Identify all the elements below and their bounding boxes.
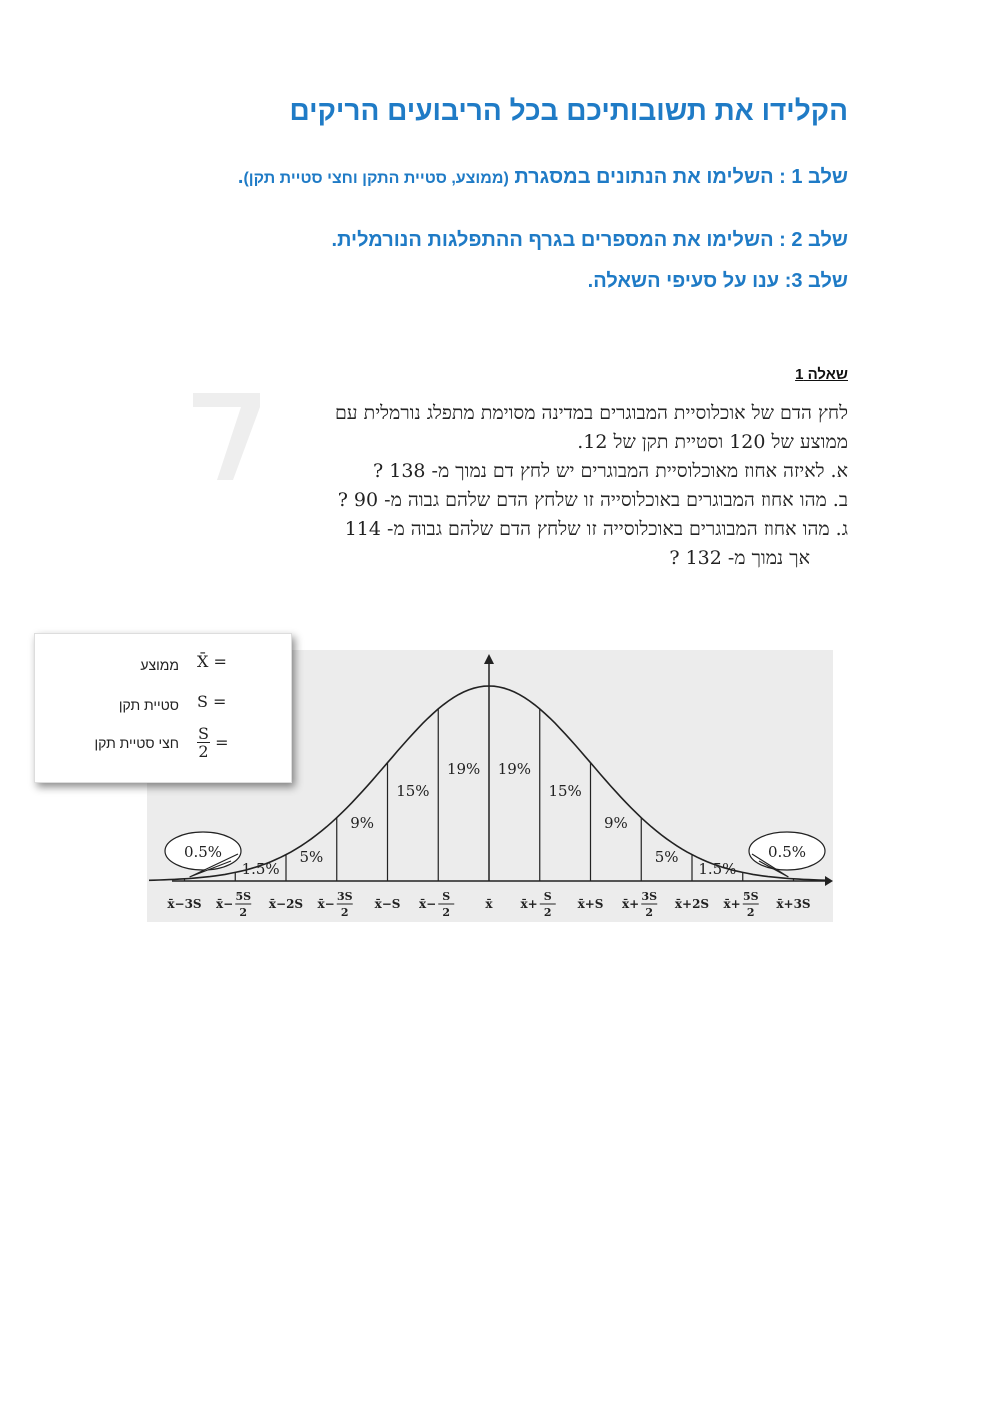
data-entry-box	[34, 633, 292, 783]
mean-row	[35, 652, 291, 682]
tick-label	[485, 897, 493, 911]
step-2-instruction: שלב 2 : השלימו את המספרים בגרף ההתפלגות הנורמלית.	[331, 229, 848, 251]
svg-text:x̄+: x̄+	[520, 897, 538, 911]
tick-label	[216, 890, 251, 919]
svg-text:2: 2	[543, 906, 552, 919]
svg-text:2: 2	[340, 906, 349, 919]
svg-text:x̄−3S: x̄−3S	[167, 897, 202, 911]
tick-label	[675, 897, 709, 911]
tick-label	[776, 897, 810, 911]
segment-label: 15%	[396, 782, 430, 800]
svg-text:x̄+S: x̄+S	[577, 897, 604, 911]
svg-text:2: 2	[645, 906, 654, 919]
svg-text:2: 2	[442, 906, 451, 919]
svg-text:x̄−: x̄−	[216, 897, 234, 911]
step-3-instruction: שלב 3: ענו על סעיפי השאלה.	[587, 270, 848, 292]
question-part-c: ג. מהו אחוז המבוגרים באוכלוסייה זו שלחץ הדם שלהם גבוה מ- 114	[344, 518, 848, 540]
question-part-c-cont: אך נמוך מ- 132 ?	[669, 547, 810, 569]
step-1-text: שלב 1 : השלימו את הנתונים במסגרת	[514, 166, 848, 188]
y-axis-arrow	[484, 654, 494, 664]
step-1-instruction	[128, 166, 848, 189]
question-part-b: ב. מהו אחוז המבוגרים באוכלוסייה זו שלחץ הדם שלהם גבוה מ- 90 ?	[337, 489, 848, 511]
question-line-1: לחץ הדם של אוכלוסיית המבוגרים במדינה מסוימת מתפלג נורמלית עם	[334, 402, 848, 424]
tick-label	[521, 890, 556, 919]
question-line-2: ממוצע של 120 וסטיית תקן של 12.	[577, 431, 848, 453]
question-label: שאלה 1	[795, 366, 848, 383]
svg-text:x̄: x̄	[485, 897, 493, 911]
svg-text:x̄−2S: x̄−2S	[268, 897, 304, 911]
svg-text:5S: 5S	[742, 890, 759, 903]
segment-label: 5%	[299, 848, 324, 866]
segment-label: 1.5%	[241, 860, 280, 878]
half-sd-symbol: $\frac{S}{2}$ =	[198, 724, 229, 761]
svg-text:2: 2	[239, 906, 248, 919]
tick-label	[375, 897, 401, 911]
segment-label: 9%	[350, 814, 375, 832]
sd-symbol: S =	[197, 692, 227, 711]
half-sd-label: חצי סטיית תקן	[94, 735, 179, 751]
svg-text:S: S	[543, 890, 552, 903]
svg-text:x̄−: x̄−	[419, 897, 437, 911]
segment-label: 0.5%	[183, 843, 223, 861]
step-1-period: .	[237, 166, 244, 188]
sd-row	[35, 692, 291, 722]
svg-text:5S: 5S	[235, 890, 252, 903]
segment-label: 15%	[548, 782, 582, 800]
segment-label: 5%	[654, 848, 679, 866]
svg-text:x̄+3S: x̄+3S	[776, 897, 811, 911]
mean-label: ממוצע	[140, 657, 179, 673]
svg-text:3S: 3S	[641, 890, 658, 903]
tick-label	[419, 890, 454, 919]
tick-label	[318, 890, 353, 919]
svg-text:3S: 3S	[336, 890, 353, 903]
svg-text:2: 2	[746, 906, 755, 919]
svg-text:x̄+: x̄+	[723, 897, 741, 911]
tick-label	[269, 897, 303, 911]
segment-label: 19%	[446, 760, 481, 778]
svg-text:S: S	[442, 890, 451, 903]
question-text	[148, 399, 848, 573]
half-sd-fraction: $\frac{S}{2}$	[198, 724, 209, 761]
sd-label: סטיית תקן	[118, 697, 179, 713]
half-sd-row	[35, 724, 291, 761]
svg-text:x̄−: x̄−	[317, 897, 335, 911]
page-title: הקלידו את תשובותיכם בכל הריבועים הריקים	[289, 95, 848, 126]
segment-label: 9%	[603, 814, 628, 832]
mean-symbol: X̄ =	[197, 652, 227, 671]
tick-label	[724, 890, 759, 919]
tick-label	[578, 897, 604, 911]
segment-label: 1.5%	[698, 860, 737, 878]
svg-text:x̄+: x̄+	[622, 897, 640, 911]
svg-text:x̄+2S: x̄+2S	[674, 897, 710, 911]
step-1-note: (ממוצע, סטיית התקן וחצי סטיית תקן)	[243, 170, 509, 187]
svg-text:x̄−S: x̄−S	[374, 897, 401, 911]
segment-label: 19%	[497, 760, 532, 778]
question-part-a: א. לאיזה אחוז מאוכלוסיית המבוגרים יש לחץ דם נמוך מ- 138 ?	[373, 460, 848, 482]
tick-label	[167, 897, 201, 911]
tick-label	[622, 890, 657, 919]
segment-label: 0.5%	[767, 843, 807, 861]
